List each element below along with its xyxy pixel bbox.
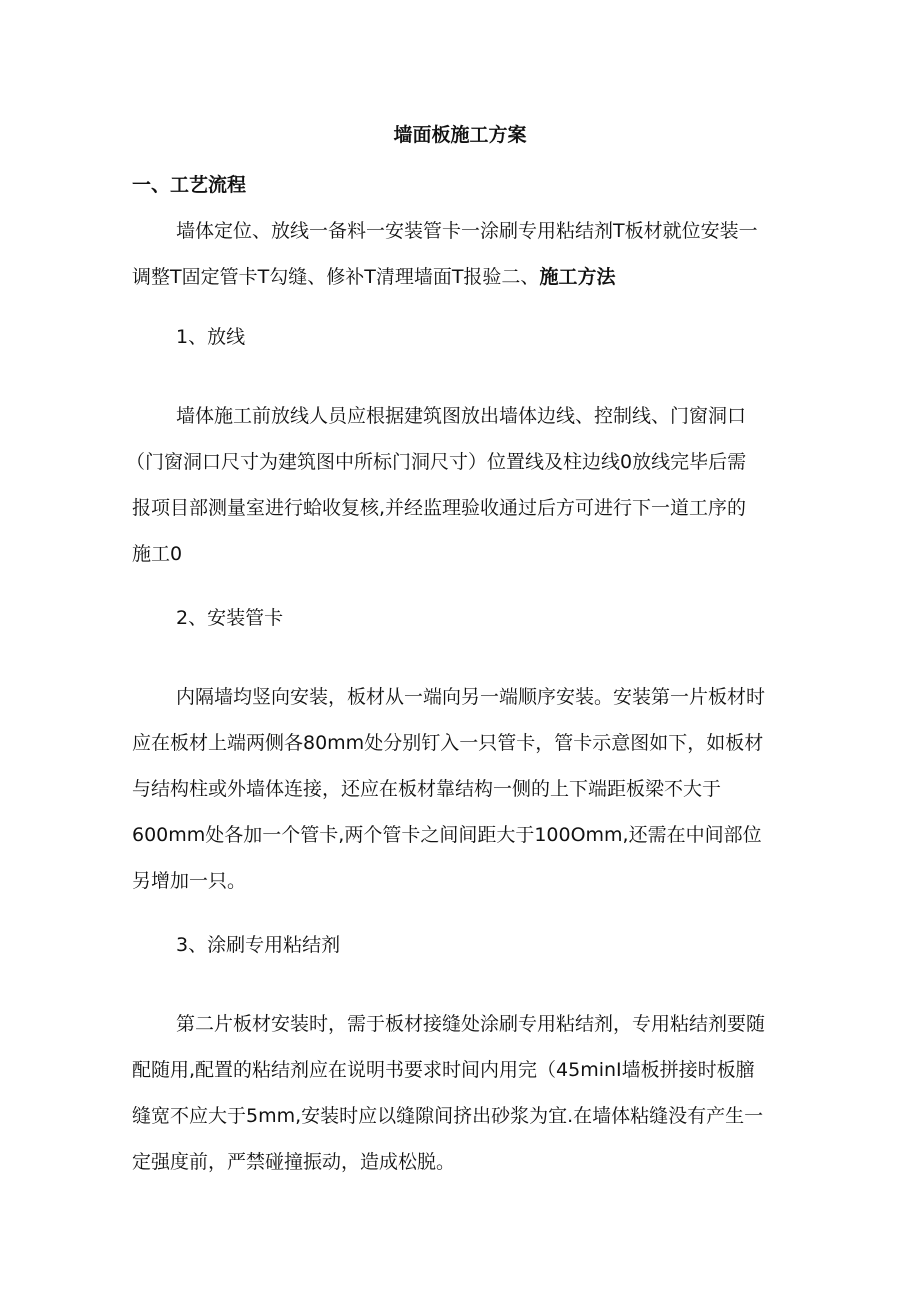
paragraph-setout — [126, 393, 796, 577]
step-heading-pipe-clamp: 2、安装管卡 — [176, 607, 284, 629]
step-heading-setout: 1、放线 — [176, 326, 246, 348]
paragraph-line: 600mm处各加一个管卡,两个管卡之间间距大于100Omm,还需在中间部位 — [132, 824, 762, 846]
paragraph-line: 报项目部测量室进行蛤收复核,并经监理验收通过后方可进行下一道工序的 — [132, 497, 747, 519]
paragraph-pipe-clamp — [132, 674, 796, 904]
paragraph-line: 墙体施工前放线人员应根据建筑图放出墙体边线、控制线、门窗洞口 — [176, 405, 747, 427]
paragraph-line: 应在板材上端两侧各80mm处分别钉入一只管卡，管卡示意图如下，如板材 — [132, 732, 764, 754]
section-heading-method: 施工方法 — [539, 266, 616, 288]
paragraph-line: （门窗洞口尺寸为建筑图中所标门洞尺寸）位置线及柱边线0放线完毕后需 — [126, 451, 747, 473]
document-title: 墙面板施工方案 — [393, 124, 527, 146]
paragraph-process-flow — [132, 208, 796, 300]
paragraph-line: 另增加一只。 — [132, 870, 247, 892]
step-heading-adhesive: 3、涂刷专用粘结剂 — [176, 934, 341, 956]
paragraph-line — [132, 254, 796, 300]
paragraph-line: 内隔墙均竖向安装，板材从一端向另一端顺序安装。安装第一片板材时 — [176, 686, 766, 708]
paragraph-line: 第二片板材安装时，需于板材接缝处涂刷专用粘结剂，专用粘结剂要随 — [176, 1013, 766, 1035]
section-heading-process: 一、工艺流程 — [132, 174, 247, 196]
paragraph-adhesive — [132, 1001, 796, 1185]
paragraph-line: 配随用,配置的粘结剂应在说明书要求时间内用完（45minI墙板拼接时板膪 — [132, 1059, 755, 1081]
paragraph-line: 缝宽不应大于5mm,安装时应以缝隙间挤出砂浆为宜.在墙体粘缝没有产生一 — [132, 1105, 764, 1127]
paragraph-line: 与结构柱或外墙体连接，还应在板材靠结构一侧的上下端距板梁不大于 — [132, 778, 722, 800]
paragraph-line: 施工0 — [132, 543, 183, 565]
paragraph-line-text: 调整T固定管卡T勾缝、修补T清理墙面T报验二、 — [132, 266, 540, 288]
paragraph-line: 定强度前，严禁碰撞振动，造成松脱。 — [132, 1151, 456, 1173]
paragraph-line: 墙体定位、放线一备料一安装管卡一涂刷专用粘结剂T板材就位安装一 — [176, 220, 758, 242]
